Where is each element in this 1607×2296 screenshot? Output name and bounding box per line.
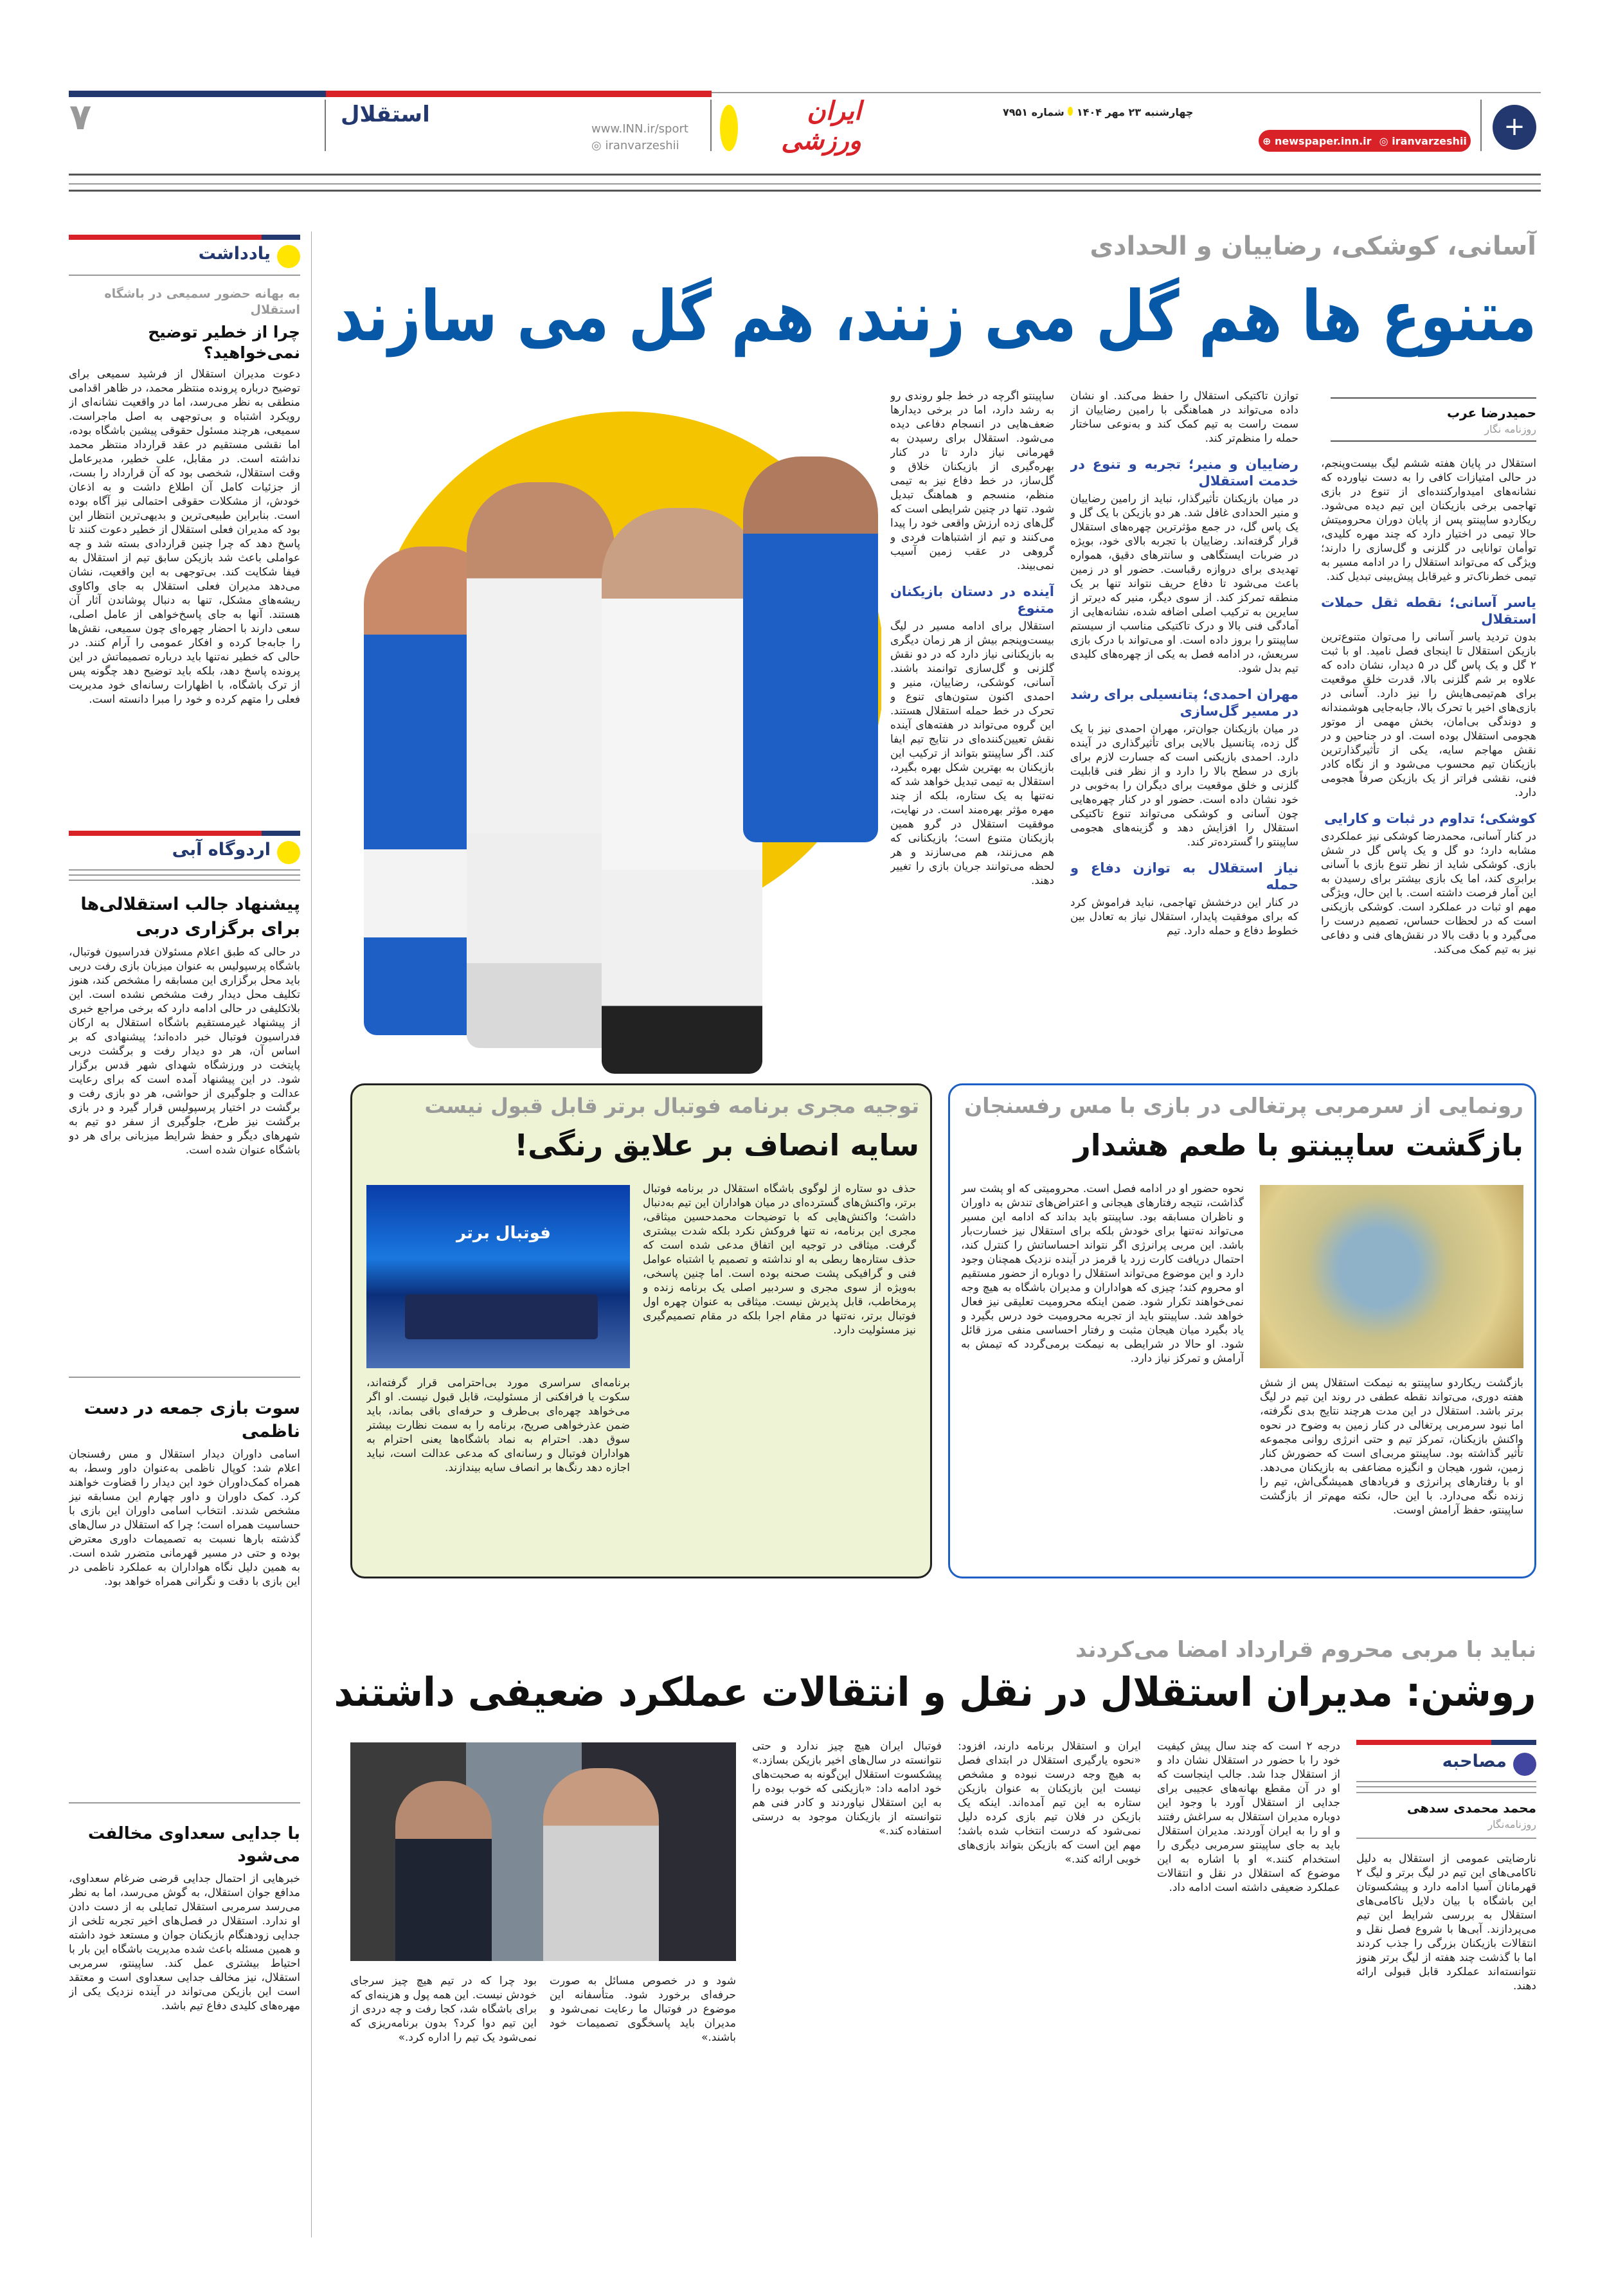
main-column-2	[1070, 389, 1298, 1071]
tag-label: یادداشت	[198, 244, 271, 264]
instagram-handle: ◎ iranvarzeshii	[591, 139, 679, 152]
player-figure	[467, 482, 615, 1048]
interview-tag	[1356, 1751, 1536, 1776]
column3-top: ساپینتو اگرچه در خط جلو روندی رو به رشد دارد، اما در برخی دیدارها ضعف‌هایی در انسجام دفاعی دیده می‌شود. استقلال برای رسیدن به قهرمانی نیاز دارد تا در کنار بهره‌گیری از بازیکنان خلاق و گل‌ساز، در خط دفاع نیز به تیمی منظم، منسجم و هماهنگ تبدیل شود. تنها در چنین شرایطی است که گل‌های زده ارزش واقعی خود را پیدا می‌کنند و تیم از اشتباهات فردی و گروهی در عقب زمین آسیب نمی‌بیند.	[890, 390, 1054, 572]
divider	[69, 869, 300, 871]
interview-column-5: شود و در خصوص مسائل به صورت حرفه‌ای برخورد شود. متأسفانه این موضوع در فوتبال ما رعایت نمی‌شود و مدیران باید پاسخگوی تصمیمات خود باشند.»	[550, 1975, 736, 2044]
header-rule	[69, 174, 1541, 176]
interview-author: محمد محمدی سدهی	[1406, 1800, 1536, 1816]
editorial-body: دعوت مدیران استقلال از فرشید سمیعی برای توضیح درباره پرونده منتظر محمد، در ظاهر اقدامی منطقی به نظر می‌رسد، اما در واقعیت نشانه‌ای از رویکرد اشتباه و بی‌توجهی به اصل ماجراست. سمیعی، هرچند مسئول حقوقی پیشین باشگاه بوده، اما نقشی مستقیم در عقد قرارداد منتظر محمد نداشته است. در مقابل، علی خطیر، مدیرعامل وقت استقلال، شخصی بود که آن قرارداد را بست، از جزئیات کامل آن اطلاع داشت و به اذعان خودش، از مشکلات حقوقی احتمالی نیز آگاه بوده است. بنابراین طبیعی‌ترین و بدیهی‌ترین انتظار این بود که مدیران فعلی استقلال از خطیر دعوت کنند تا پاسخ دهد که چرا چنین قراردادی بسته شد و چه عواملی باعث شد بازیکن سابق تیم از استقلال به فیفا شکایت کند. بی‌توجهی به این واقعیت، نشان می‌دهد مدیران فعلی استقلال به جای واکاوی ریشه‌های مشکل، تنها به دنبال پوشاندن آثار آن هستند. آنها به جای پاسخ‌خواهی از عامل اصلی، سعی دارند با احضار چهره‌ای چون سمیعی، نقش‌ها را جابه‌جا کرده و افکار عمومی را آرام کنند. در حالی که خطیر نه‌تنها باید درباره تصمیماتش در این پرونده پاسخ دهد، بلکه باید توضیح دهد چگونه پس از ترک باشگاه، با اظهارات رسانه‌ای خود مدیریت فعلی را متهم کرده و خود را مبرا دانسته است.	[69, 367, 300, 706]
sapinto-column-1: نحوه حضور او در ادامه فصل است. محرومیتی که او پشت سر گذاشت، نتیجه رفتارهای هیجانی و اعتراض‌های تندش به داوران و ناظران مسابقه بود. ساپینتو باید بداند که ادامه این مسیر می‌تواند نه‌تنها برای خودش بلکه برای استقلال نیز خسارت‌بار باشد. این مربی پرانرژی اگر نتواند احساساتش را کنترل کند، احتمال دریافت کارت زرد یا قرمز در آینده نزدیک همچنان وجود دارد و این موضوع می‌تواند استقلال را دوباره از حضور مستقیم او محروم کند؛ چیزی که هواداران و مدیران باشگاه به هیچ وجه نمی‌خواهند تکرار شود. ضمن اینکه محرومیت تعلیقی نیز فعال خواهد شد. ساپینتو باید از تجربه محرومیت خود درس بگیرد و یاد بگیرد میان هیجان مثبت و رفتار احساسی منفی مرز قائل شود. او حالا در شرایطی به نیمکت برمی‌گردد که تیمش به آرامش و تمرکز نیاز دارد.	[961, 1182, 1244, 1365]
site-url: www.INN.ir/sport	[591, 122, 688, 136]
tag-label: اردوگاه آبی	[172, 840, 271, 860]
header-rule	[69, 190, 1541, 192]
logo-yellow-dot	[720, 105, 738, 151]
main-author-role: روزنامه نگار	[1484, 423, 1536, 435]
subhead-ahmadi: مهران احمدی؛ پتانسیلی برای رشد در مسیر گل‌سازی	[1070, 687, 1298, 719]
varzesh-title	[363, 1125, 919, 1165]
editorial-tag	[69, 244, 300, 268]
sapinto-column-2: بازگشت ریکاردو ساپینتو به نیمکت استقلال پس از شش هفته دوری، می‌تواند نقطه عطفی در روند این تیم در لیگ برتر باشد. استقلال در این مدت هرچند نتایج بدی نگرفته، اما نبود سرمربی پرتغالی در کنار زمین به وضوح در نحوه واکنش بازیکنان، تمرکز تیم و حتی انرژی روانی مجموعه تأثیر گذاشته بود. ساپینتو مربی‌ای است که حضورش کنار زمین، شور، هیجان و انگیزه مضاعفی به بازیکنان می‌دهد. او با رفتارهای پرانرژی و فریادهای همیشگی‌اش، تیم را زنده نگه می‌دارد. با این حال، نکته مهم‌تر از بازگشت ساپینتو، حفظ آرامش اوست.	[1260, 1377, 1523, 1517]
subhead-balance: نیاز استقلال به توازن دفاع و حمله	[1070, 860, 1298, 892]
camp-title: پیشنهاد جالب استقلالی‌ها برای برگزاری دربی	[80, 894, 300, 939]
players-photo	[357, 379, 881, 1080]
sapinto-kicker-text: رونمایی از سرمربی پرتغالی در بازی با مس رفسنجان	[964, 1093, 1523, 1118]
rezaeian-body: در میان بازیکنان تأثیرگذار، نباید از رامین رضاییان و منیر الحدادی غافل شد. هر دو بازیکن با یک گل و یک پاس گل، در جمع مؤثرترین چهره‌های استقلال قرار گرفته‌اند. رضاییان با تجربه بالای خود، بویژه در ضربات ایستگاهی و سانترهای دقیق، همواره تهدیدی برای دروازه رقباست. حضور او در زمین باعث می‌شود تا دفاع حریف نتواند تنها بر یک منطقه تمرکز کند. از سوی دیگر، منیر که دیرتر از سایرین به ترکیب اصلی اضافه شده، نشانه‌هایی از آمادگی فنی بالا و درک تاکتیکی مناسب از سیستم ساپینتو را بروز داده است. او می‌تواند با درک بازی سریعش، در ادامه فصل به یکی از چهره‌های کلیدی تیم بدل شود.	[1070, 493, 1298, 675]
divider	[69, 874, 300, 876]
interview-bar	[1356, 1740, 1491, 1745]
interview-headline-text: روشن: مدیران استقلال در نقل و انتقالات عملکرد ضعیفی داشتند	[334, 1668, 1536, 1715]
yellow-dot-icon	[277, 841, 300, 864]
main-intro: استقلال در پایان هفته ششم لیگ بیست‌وپنجم، در حالی امتیازات کافی را به دست نیاورده که نشانه‌های امیدوارکننده‌ای از تنوع در بازی تهاجمی برخی بازیکنان این تیم دیده می‌شود. ریکاردو ساپینتو پس از پایان دوران محرومیتش حالا تیمی در اختیار دارد که چند مهره کلیدی، توأمان توانایی در گلزنی و گل‌سازی را دارند؛ ویژگی که می‌تواند استقلال را در ادامه مسیر به تیمی خطرناک‌تر و غیرقابل پیش‌بینی تبدیل کند.	[1321, 457, 1536, 583]
saadavi-title: با جدایی سعداوی مخالفت می‌شود	[87, 1824, 300, 1866]
main-kicker-text: آسانی، کوشکی، رضاییان و الحدادی	[1090, 231, 1536, 261]
social-link[interactable]: ◎ iranvarzeshii	[1379, 134, 1467, 147]
sapinto-title	[961, 1125, 1523, 1165]
referee-section	[69, 1377, 300, 1794]
sapinto-photo	[1260, 1185, 1523, 1368]
main-column-1	[1321, 456, 1536, 1067]
yellow-dot-icon	[277, 245, 300, 268]
header-bar-red	[326, 91, 712, 97]
camp-section	[69, 831, 300, 1371]
main-kicker	[334, 231, 1536, 261]
newspaper-logo	[746, 96, 861, 170]
future-body: استقلال برای ادامه مسیر در لیگ بیست‌وپنجم بیش از هر زمان دیگری به بازیکنانی نیاز دارد که در دو نقش گلزنی و گل‌سازی توانمند باشند. آسانی، کوشکی، رضاییان، منیر و احمدی اکنون ستون‌های تنوع و تحرک در خط حمله استقلال هستند. این گروه می‌تواند در هفته‌های آینده نقش تعیین‌کننده‌ای در نتایج تیم ایفا کند. اگر ساپینتو بتواند از ترکیب این بازیکنان به بهترین شکل بهره بگیرد، استقلال به تیمی تبدیل خواهد شد که نه‌تنها به یک ستاره، بلکه از چند مهره مؤثر بهره‌مند است. در نهایت، موفقیت استقلال در گرو همین بازیکنان متنوع است؛ بازیکنانی که هم می‌زنند، هم می‌سازند و هر لحظه می‌توانند جریان بازی را تغییر دهند.	[890, 620, 1054, 887]
interview-kicker-text: نباید با مربی محروم قرارداد امضا می‌کردند	[1075, 1637, 1536, 1663]
plus-circle-icon: +	[1493, 105, 1536, 150]
subhead-asani: یاسر آسانی؛ نقطه ثقل حملات استقلال	[1321, 595, 1536, 627]
interview-kicker	[334, 1636, 1536, 1663]
player-figure	[743, 456, 878, 842]
studio-desk	[405, 1294, 598, 1339]
social-text: iranvarzeshii	[1392, 134, 1467, 147]
issue-number: شماره ۷۹۵۱	[1003, 106, 1064, 118]
social-badge[interactable]	[1259, 130, 1471, 152]
byline-rule	[1331, 440, 1536, 442]
editorial-title: چرا از خطیر توضیح نمی‌خواهید؟	[148, 322, 300, 362]
column2-top: توازن تاکتیکی استقلال را حفظ می‌کند. او نشان داده می‌تواند در هماهنگی با رامین رضاییان از سمت راست به تیم کمک کند و به‌نوعی ساختار حمله را منظم‌تر کند.	[1070, 390, 1298, 445]
referee-body: اسامی داوران دیدار استقلال و مس رفسنجان اعلام شد: کوپال ناظمی به‌عنوان داور وسط، به همراه کمک‌داوران خود این دیدار را قضاوت خواهند کرد. کمک داوران و داور چهارم این مسابقه نیز مشخص شدند. انتخاب اسامی داوران این بازی با حساسیت همراه است؛ چرا که استقلال در سال‌های گذشته بارها نسبت به تصمیمات داوری معترض بوده و حتی در مسیر قهرمانی متضرر شده است. به همین دلیل نگاه هواداران به عملکرد ناظمی در این بازی با دقت و نگرانی همراه خواهد بود.	[69, 1448, 300, 1588]
header-divider	[1480, 100, 1482, 151]
asani-body: بدون تردید یاسر آسانی را می‌توان متنوع‌ترین بازیکن استقلال تا اینجای فصل نامید. او با ثبت ۲ گل و یک پاس گل در ۵ دیدار، نشان داده که علاوه بر شم گلزنی بالا، قدرت خلق موقعیت برای هم‌تیمی‌هایش را نیز دارد. آسانی در بازی‌های اخیر با تحرک بالا، جابه‌جایی هوشمندانه و دوندگی بی‌امان، بخش مهمی از موتور هجومی استقلال بوده است. او در جناحین و در نقش مهاجم سایه، یکی از تأثیرگذارترین بازیکنان تیم محسوب می‌شود و از نگاه کادر فنی، نقشی فراتر از یک بازیکن صرفاً هجومی دارد.	[1321, 631, 1536, 799]
main-column-3	[890, 389, 1054, 1071]
camp-bar	[69, 831, 300, 836]
editorial-bar	[69, 235, 300, 240]
left-column-divider	[311, 231, 312, 2237]
date-text: چهارشنبه ۲۳ مهر ۱۴۰۴	[1076, 106, 1194, 118]
divider	[69, 1802, 300, 1803]
varzesh-kicker	[363, 1092, 919, 1120]
divider	[1356, 1792, 1536, 1793]
subhead-rezaeian-monir: رضاییان و منیر؛ تجربه و تنوع در خدمت استقلال	[1070, 456, 1298, 489]
header-divider	[325, 100, 326, 151]
divider	[69, 880, 300, 881]
ahmadi-body: در میان بازیکنان جوان‌تر، مهران احمدی نیز با یک گل زده، پتانسیل بالایی برای تأثیرگذاری در آینده دارد. احمدی بازیکنی است که جسارت لازم برای بازی در سطح بالا را دارد و از نظر فنی قابلیت گلزنی و خلق موقعیت برای دیگران را به‌خوبی در خود نشان داده است. حضور او در کنار چهره‌هایی چون آسانی و کوشکی می‌تواند تنوع تاکتیکی استقلال را افزایش دهد و گزینه‌های هجومی ساپینتو را گسترده‌تر کند.	[1070, 723, 1298, 849]
sapinto-header	[961, 1092, 1523, 1165]
issue-date	[1003, 106, 1193, 118]
player-figure	[602, 508, 762, 1074]
main-author: حمیدرضا عرب	[1446, 405, 1536, 420]
tag-label: مصاحبه	[1442, 1751, 1507, 1771]
web-text: newspaper.inn.ir	[1275, 134, 1372, 147]
main-headline-text: متنوع ها هم گل می زنند، هم گل می سازند	[334, 276, 1536, 357]
sapinto-kicker	[961, 1092, 1523, 1120]
editorial-kicker: به بهانه حضور سمیعی در باشگاه استقلال	[104, 286, 300, 317]
interview-photo	[350, 1742, 736, 1961]
interview-column-4: فوتبال ایران هیچ چیز ندارد و حتی نتوانسته در سال‌های اخیر بازیکن بسازد.» پیشکسوت استقلال این‌گونه به صحبت‌های خود ادامه داد: «بازیکنی که خوب بوده را به این استقلال نیاوردند و کادر فنی هم نتوانسته از بازیکنان موجود به درستی استفاده کند.»	[752, 1740, 942, 1838]
saadavi-body: خبرهایی از احتمال جدایی قرضی ضرغام سعداوی، مدافع جوان استقلال، به گوش می‌رسد، اما به نظر می‌رسد سرمربی استقلال تمایلی به از دست دادن او ندارد. استقلال در فصل‌های اخیر تجربه تلخی از جدایی زودهنگام بازیکنان جوان و مستعد خود داشته و همین مسئله باعث شده مدیریت باشگاه این بار با احتیاط بیشتری عمل کند. ساپینتو، سرمربی استقلال، نیز مخالف جدایی سعداوی است و معتقد است این بازیکن می‌تواند در آینده نزدیک یکی از مهره‌های کلیدی دفاع تیم باشد.	[69, 1872, 300, 2012]
koushki-body: در کنار آسانی، محمدرضا کوشکی نیز عملکردی مشابه دارد؛ دو گل و یک پاس گل در شش بازی. کوشکی شاید از نظر تنوع بازی با آسانی برابری کند، اما یک بازی بیشتر برای رسیدن به این آمار فرصت داشته است. با این حال، ویژگی مهم او ثبات در عملکرد است. کوشکی بازیکنی است که در لحظات حساس، تصمیم درست را می‌گیرد و با دقت بالا در نقش‌های فنی و دفاعی نیز به تیم کمک می‌کند.	[1321, 830, 1536, 956]
camp-tag	[69, 840, 300, 864]
divider	[1356, 1786, 1536, 1787]
camp-body: در حالی که طبق اعلام مسئولان فدراسیون فوتبال، باشگاه پرسپولیس به عنوان میزبان بازی رفت دربی باید محل برگزاری این مسابقه را مشخص کند، هنوز تکلیف محل دیدار رفت مشخص نشده است. این بلاتکلیفی در حالی ادامه دارد که برخی مراجع خبری از پیشنهاد غیرمستقیم باشگاه استقلال به ارکان فدراسیون فوتبال خبر داده‌اند؛ پیشنهادی که بر اساس آن، هر دو دیدار رفت و برگشت دربی پایتخت در ورزشگاه شهدای شهر قدس برگزار شود. در این پیشنهاد آمده است که برای رعایت عدالت و جلوگیری از حواشی، هر دو بازی رفت و برگشت در اختیار پرسپولیس قرار گیرد و در بازی برگشت نیز طرح، جلوگیری از سفر دو تیم به شهرهای دیگر و حفظ شرایط میزبانی برای هر دو باشگاه عنوان شده است.	[69, 945, 300, 1157]
header-top-line	[712, 92, 1541, 93]
byline-rule	[1331, 397, 1536, 399]
interview-column-3: ایران و استقلال برنامه دارند، افزود: «نحوه یارگیری استقلال در ابتدای فصل به هیچ وجه درست نبوده و مشخص نیست این بازیکنان به عنوان بازیکن ستاره به این تیم آمده‌اند. اینکه یک بازیکن در فلان تیم بازی کرده دلیل نمی‌شود که درست انتخاب شده باشد؛ مهم این است که بازیکن بتواند بازی‌های خوبی ارائه کند.»	[958, 1740, 1141, 1866]
varzesh-column-1: حذف دو ستاره از لوگوی باشگاه استقلال در برنامه فوتبال برتر، واکنش‌های گسترده‌ای در میان هواداران این تیم به‌دنبال داشت؛ واکنش‌هایی که با توضیحات محمدحسین میثاقی، مجری این برنامه، نه تنها فروکش نکرد بلکه شدت بیشتری گرفت. میثاقی در توجیه این اتفاق مدعی شده است که حذف ستاره‌ها ربطی به او نداشته و تصمیم یا اشتباه عوامل فنی و گرافیکی پشت صحنه بوده است. اما چنین پاسخی، به‌ویژه از سوی مجری و سردبیر اصلی یک برنامه زنده و پرمخاطب، قابل پذیرش نیست. میثاقی به عنوان چهره اول فوتبال برتر، نه‌تنها در مقام اجرا بلکه در مقام تصمیم‌گیری نیز مسئولیت دارد.	[643, 1182, 916, 1337]
balance-body: در کنار این درخشش تهاجمی، نباید فراموش کرد که برای موفقیت پایدار، استقلال نیاز به تعادل بین خطوط دفاع و حمله دارد. تیم	[1070, 896, 1298, 937]
screen-logo-text: فوتبال برتر	[456, 1224, 551, 1243]
main-headline	[334, 273, 1536, 360]
page-number: ۷	[69, 96, 92, 138]
divider	[1356, 1781, 1536, 1782]
purple-dot-icon	[1513, 1753, 1536, 1776]
subhead-koushki: کوشکی؛ تداوم در ثبات و کارایی	[1324, 811, 1536, 826]
varzesh-header	[363, 1092, 919, 1165]
yellow-dot-icon	[1068, 107, 1073, 116]
logo-text: ایران ورزشی	[781, 96, 861, 156]
referee-title: سوت بازی جمعه در دست ناظمی	[84, 1398, 300, 1442]
interview-author-role: روزنامه‌نگار	[1487, 1818, 1536, 1830]
varzesh-kicker-text: توجیه مجری برنامه فوتبال برتر قابل قبول نیست	[424, 1094, 919, 1118]
saadavi-section	[69, 1802, 300, 2239]
header-divider	[710, 100, 712, 151]
varzesh-column-2: برنامه‌ای سراسری مورد بی‌احترامی قرار گرفته‌اند، سکوت یا فرافکنی از مسئولیت، قابل قبول نیست. او اگر می‌خواهد چهره‌ای بی‌طرف و حرفه‌ای باقی بماند، باید ضمن عذرخواهی صریح، برنامه را به سمت نظارت بیشتر سوق دهد. احترام به نماد باشگاه‌ها یعنی احترام به هواداران فوتبال و رسانه‌ای که مدعی عدالت است، نباید اجازه دهد رنگ‌ها بر انصاف سایه بیندازند.	[366, 1377, 630, 1474]
varzesh-title-text: سایه انصاف بر علایق رنگی!	[514, 1128, 919, 1162]
interview-column-1: نارضایتی عمومی از استقلال به دلیل ناکامی‌های این تیم در لیگ برتر و لیگ ۲ قهرمانان آسیا ادامه دارد و پیشکسوتان این باشگاه با بیان دلایل ناکامی‌های استقلال به بررسی شرایط این تیم می‌پردازند. آبی‌ها با شروع فصل نقل و انتقالات بازیکنان بزرگی را جذب کردند اما با گذشت چند هفته از لیگ برتر هنوز نتوانسته‌اند عملکرد قابل قبولی ارائه دهند.	[1356, 1852, 1536, 1993]
header-rule	[69, 183, 1541, 185]
interview-column-2: درجه ۲ است که چند سال پیش کیفیت خود را با حضور در استقلال نشان داد و از استقلال جدا شد. جالب اینجاست که او در آن مقطع بهانه‌های عجیبی برای جدایی از استقلال آورد با وجود این دوباره مدیران استقلال به سراغش رفتند و او را به ایران آوردند. مدیران استقلال باید به جای ساپینتو سرمربی دیگری را استخدام کنند.» او با اشاره به این موضوع که استقلال در نقل و انتقالات عملکرد ضعیفی داشته است ادامه داد.	[1157, 1740, 1340, 1894]
subhead-future: آینده در دستان بازیکنان متنوع	[890, 584, 1054, 616]
interview-headline	[334, 1667, 1536, 1718]
tv-studio-photo	[366, 1185, 630, 1368]
interview-column-6: بود چرا که در تیم هیچ چیز سرجای خودش نیست. این همه پول و هزینه‌ای که برای باشگاه شد، کجا رفت و چه دردی از این تیم دوا کرد؟ بدون برنامه‌ریزی که نمی‌شود یک تیم را اداره کرد.»	[350, 1975, 537, 2044]
divider	[69, 1377, 300, 1378]
handle-text: iranvarzeshii	[605, 139, 679, 152]
web-link[interactable]: ⊕ newspaper.inn.ir	[1262, 134, 1372, 147]
sapinto-title-text: بازگشت ساپینتو با طعم هشدار	[1073, 1128, 1523, 1162]
person-figure	[543, 1768, 659, 1961]
person-figure	[395, 1781, 492, 1961]
divider	[1356, 1838, 1536, 1839]
interview-bar	[1491, 1740, 1536, 1745]
section-title: استقلال	[341, 102, 430, 127]
header-bar-blue	[69, 91, 326, 97]
